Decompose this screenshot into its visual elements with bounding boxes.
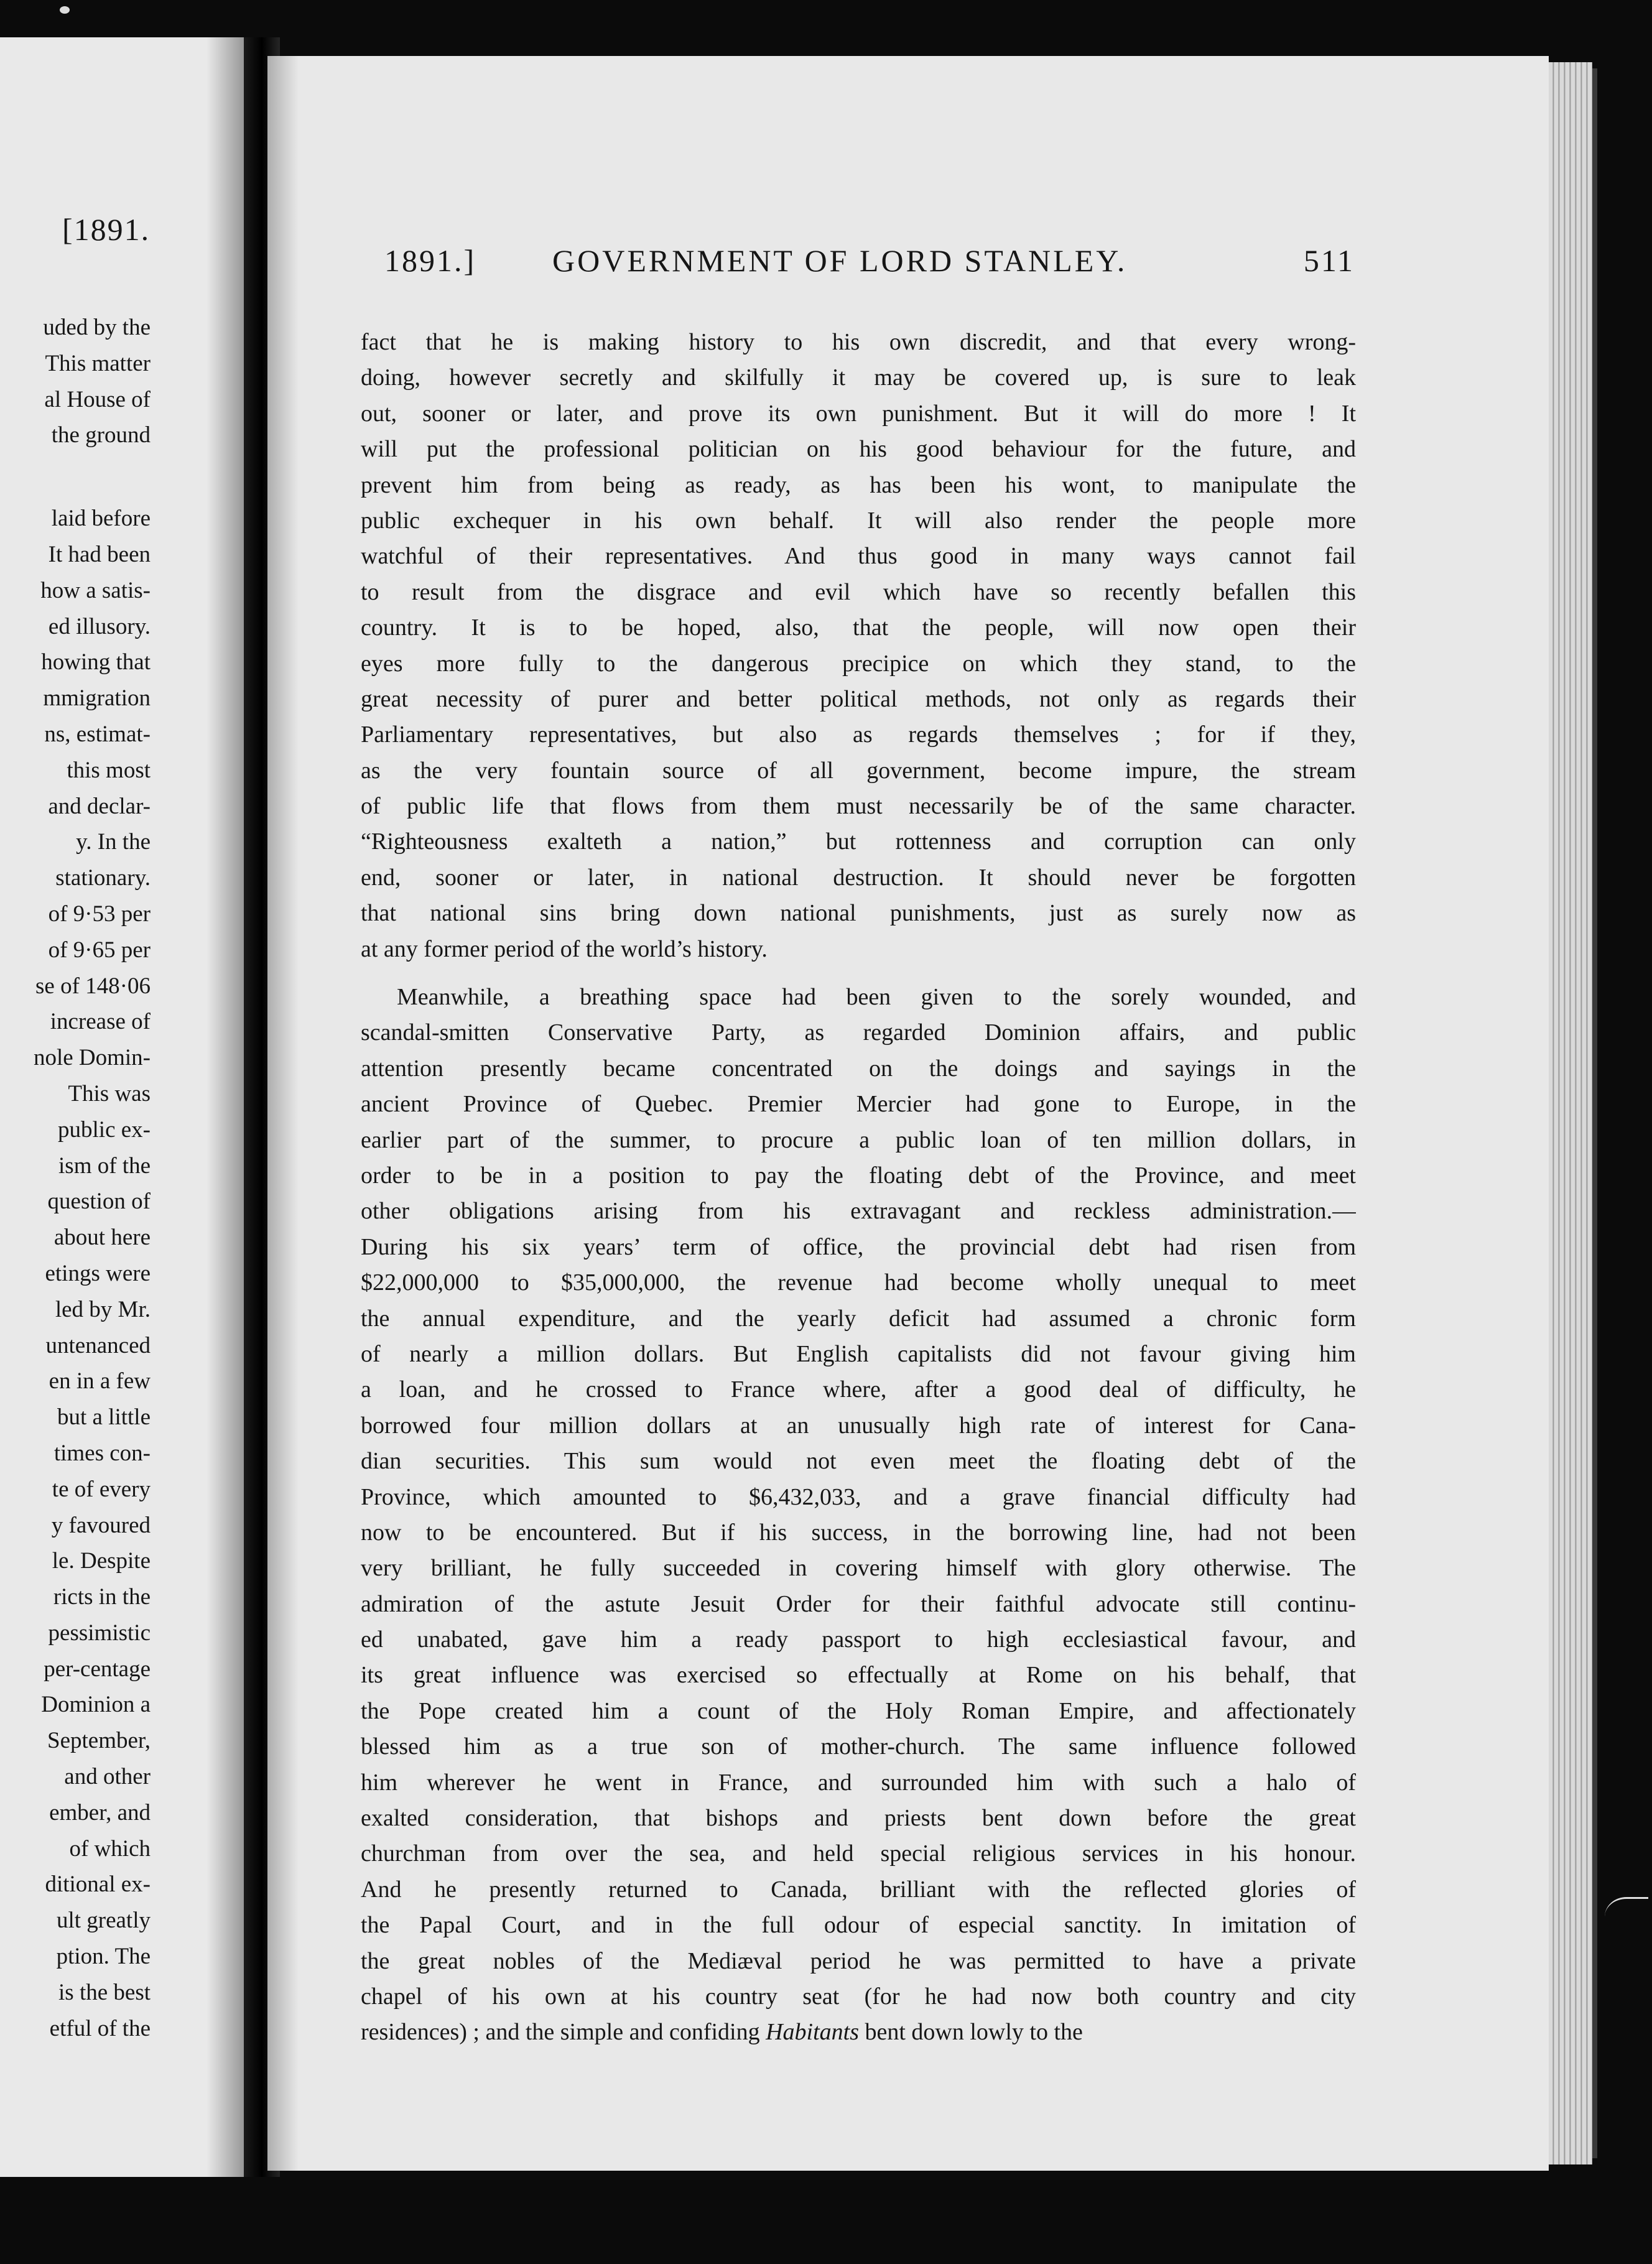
left-page-line: le. Despite xyxy=(52,1548,151,1574)
left-page-header: [1891. xyxy=(62,212,151,247)
text-line: end, sooner or later, in national destruction. It should never be forgotten xyxy=(361,864,1356,891)
page-number: 511 xyxy=(1303,243,1355,278)
left-page-line: but a little xyxy=(57,1404,151,1431)
left-page-line: etful of the xyxy=(49,2015,151,2041)
left-page-line: Dominion a xyxy=(41,1692,151,1718)
text-line: prevent him from being as ready, as has been his wont, to manipulate the xyxy=(361,471,1356,498)
text-line: And he presently returned to Canada, brilliant with the reflected glories of xyxy=(361,1876,1356,1903)
text-line: now to be encountered. But if his success, in the borrowing line, had not been xyxy=(361,1519,1356,1546)
left-page-line: ption. The xyxy=(56,1944,151,1970)
text-line: churchman from over the sea, and held special religious services in his honour. xyxy=(361,1840,1356,1867)
left-page-line: mmigration xyxy=(43,685,151,712)
left-page-line: the ground xyxy=(51,422,151,448)
left-page-line: ult greatly xyxy=(56,1908,151,1934)
right-page xyxy=(267,56,1549,2171)
text-line: admiration of the astute Jesuit Order for their faithful advocate still continu- xyxy=(361,1590,1356,1617)
left-page-line: ism of the xyxy=(58,1153,151,1179)
text-line: out, sooner or later, and prove its own punishment. But it will do more ! It xyxy=(361,400,1356,427)
text-line: watchful of their representatives. And thus good in many ways cannot fail xyxy=(361,543,1356,570)
text-line: During his six years’ term of office, the provincial debt had risen from xyxy=(361,1233,1356,1260)
left-page-line: led by Mr. xyxy=(55,1296,151,1322)
left-page-gap xyxy=(34,453,151,501)
left-page-line: uded by the xyxy=(43,315,151,340)
text-line: ed unabated, gave him a ready passport to high ecclesiastical favour, and xyxy=(361,1626,1356,1653)
text-line: will put the professional politician on his good behaviour for the future, and xyxy=(361,436,1356,463)
left-page-line: howing that xyxy=(41,649,151,675)
text-line: blessed him as a true son of mother-church. The same influence followed xyxy=(361,1733,1356,1760)
text-line: the Papal Court, and in the full odour of especial sanctity. In imitation of xyxy=(361,1912,1356,1939)
text-line: “Righteousness exalteth a nation,” but rottenness and corruption can only xyxy=(361,828,1356,855)
left-page-line: and declar- xyxy=(48,793,151,819)
text-line: $22,000,000 to $35,000,000, the revenue had become wholly unequal to meet xyxy=(361,1269,1356,1296)
left-page-line: This matter xyxy=(45,350,151,376)
left-page-line: of 9·53 per xyxy=(48,901,151,927)
left-page-line: increase of xyxy=(50,1009,151,1035)
text-line: scandal-smitten Conservative Party, as regarded Dominion affairs, and public xyxy=(361,1019,1356,1046)
left-page-line: This was xyxy=(68,1080,151,1106)
text-line: dian securities. This sum would not even meet the floating debt of the xyxy=(361,1448,1356,1475)
text-line: residences) ; and the simple and confiding Habitants bent down lowly to the xyxy=(361,2019,1083,2046)
left-page-line: laid before xyxy=(51,506,151,532)
left-page-line: ricts in the xyxy=(53,1584,151,1610)
left-page-line: how a satis- xyxy=(40,577,151,603)
text-line: country. It is to be hoped, also, that the people, will now open their xyxy=(361,615,1356,641)
text-line: the Pope created him a count of the Holy Roman Empire, and affectionately xyxy=(361,1697,1356,1724)
text-line: great necessity of purer and better political methods, not only as regards their xyxy=(361,685,1356,712)
text-line: exalted consideration, that bishops and priests bent down before the great xyxy=(361,1805,1356,1832)
text-line: borrowed four million dollars at an unusually high rate of interest for Cana- xyxy=(361,1412,1356,1439)
left-gutter-shadow xyxy=(206,37,244,2177)
text-line: the annual expenditure, and the yearly deficit had assumed a chronic form xyxy=(361,1305,1356,1332)
scan-speck xyxy=(60,6,70,14)
text-line: fact that he is making history to his own discredit, and that every wrong- xyxy=(361,329,1356,355)
scan-artifact xyxy=(1605,1897,1648,1936)
body-text xyxy=(361,325,1356,2051)
left-page-line: this most xyxy=(67,757,151,783)
left-page-line: ember, and xyxy=(49,1799,151,1826)
text-line: other obligations arising from his extravagant and reckless administration.— xyxy=(361,1198,1356,1225)
text-line: him wherever he went in France, and surrounded him with such a halo of xyxy=(361,1769,1356,1796)
page-edge-line xyxy=(1592,68,1597,2158)
left-page-line: pessimistic xyxy=(48,1620,151,1646)
text-line: the great nobles of the Mediæval period he was permitted to have a private xyxy=(361,1947,1356,1974)
text-line: ancient Province of Quebec. Premier Mercier had gone to Europe, in the xyxy=(361,1091,1356,1118)
paragraph-1 xyxy=(361,325,1356,967)
text-line: of nearly a million dollars. But English capitalists did not favour giving him xyxy=(361,1340,1356,1367)
text-line: order to be in a position to pay the floating debt of the Province, and meet xyxy=(361,1162,1356,1189)
text-line: Parliamentary representatives, but also as regards themselves ; for if they, xyxy=(361,721,1356,748)
left-page-line: y. In the xyxy=(76,829,151,855)
text-line: of public life that flows from them must necessarily be of the same character. xyxy=(361,793,1356,820)
text-line: to result from the disgrace and evil which have so recently befallen this xyxy=(361,578,1356,605)
text-line: eyes more fully to the dangerous precipice on which they stand, to the xyxy=(361,650,1356,677)
left-page-line: public ex- xyxy=(58,1116,151,1143)
left-page-line: about here xyxy=(53,1225,151,1251)
text-line: its great influence was exercised so effectually at Rome on his behalf, that xyxy=(361,1662,1356,1689)
left-page-line: ns, estimat- xyxy=(44,721,151,747)
left-page-line: untenanced xyxy=(45,1332,151,1358)
text-line: public exchequer in his own behalf. It will also render the people more xyxy=(361,507,1356,534)
left-page-line: en in a few xyxy=(49,1368,151,1394)
left-page-line: and other xyxy=(64,1764,151,1790)
left-page-line: al House of xyxy=(44,386,151,412)
text-line: very brilliant, he fully succeeded in covering himself with glory otherwise. The xyxy=(361,1555,1356,1582)
left-page-line: of which xyxy=(69,1835,151,1862)
left-page-text xyxy=(34,310,151,2046)
text-line: a loan, and he crossed to France where, after a good deal of difficulty, he xyxy=(361,1376,1356,1403)
left-page-line: times con- xyxy=(53,1440,151,1466)
text-line: Province, which amounted to $6,432,033, and a grave financial difficulty had xyxy=(361,1483,1356,1510)
left-page-line: is the best xyxy=(58,1979,151,2005)
left-page-line: nole Domin- xyxy=(33,1045,151,1071)
text-line: earlier part of the summer, to procure a public loan of ten million dollars, in xyxy=(361,1126,1356,1153)
left-page-line: September, xyxy=(47,1728,151,1754)
left-page-line: te of every xyxy=(52,1476,151,1502)
text-line: that national sins bring down national punishments, just as surely now as xyxy=(361,900,1356,927)
left-page-line: It had been xyxy=(48,541,151,567)
left-page-line: ditional ex- xyxy=(45,1872,151,1898)
left-page xyxy=(0,37,244,2177)
text-line: Meanwhile, a breathing space had been given to the sorely wounded, and xyxy=(397,984,1356,1011)
text-line: attention presently became concentrated on the doings and sayings in the xyxy=(361,1055,1356,1082)
right-gutter-shadow xyxy=(267,56,299,2171)
left-page-line: per-centage xyxy=(44,1656,151,1682)
left-page-line: question of xyxy=(47,1189,151,1215)
left-page-line: y favoured xyxy=(51,1512,151,1538)
paragraph-gap xyxy=(361,967,1356,980)
page-edges xyxy=(1549,62,1592,2164)
left-page-line: se of 148·06 xyxy=(35,973,151,999)
text-line: chapel of his own at his country seat (for he had now both country and city xyxy=(361,1983,1356,2010)
running-head-year: 1891.] xyxy=(384,243,476,278)
running-head-title: GOVERNMENT OF LORD STANLEY. xyxy=(552,243,1128,278)
text-line: at any former period of the world’s history. xyxy=(361,935,768,962)
left-page-line: etings were xyxy=(45,1260,151,1286)
text-line: doing, however secretly and skilfully it may be covered up, is sure to leak xyxy=(361,364,1356,391)
text-line: as the very fountain source of all government, become impure, the stream xyxy=(361,757,1356,784)
left-page-line: stationary. xyxy=(55,865,151,891)
left-page-line: of 9·65 per xyxy=(48,937,151,963)
paragraph-2 xyxy=(361,980,1356,2051)
left-page-line: ed illusory. xyxy=(48,613,151,639)
